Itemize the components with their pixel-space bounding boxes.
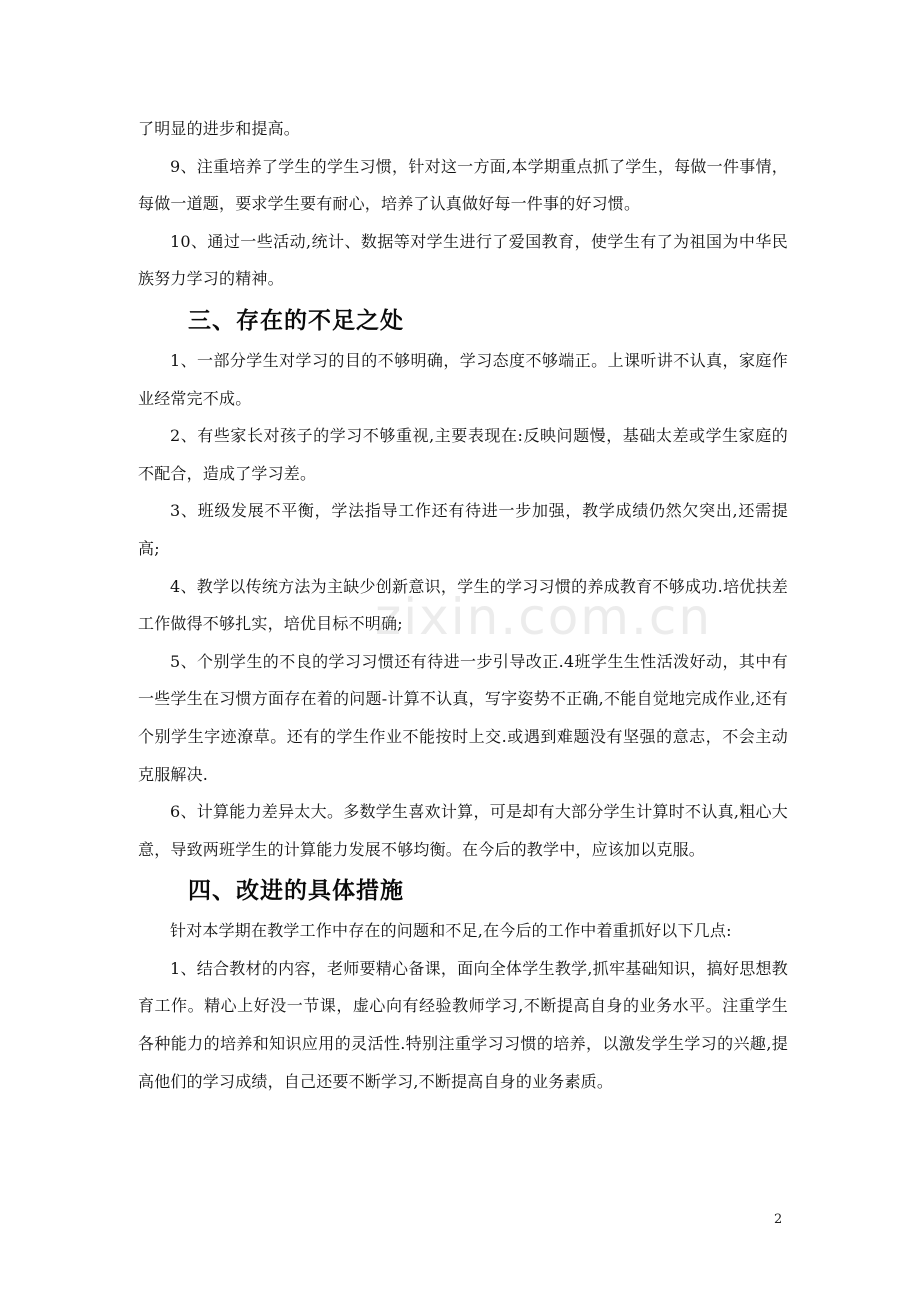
paragraph: 针对本学期在教学工作中存在的问题和不足,在今后的工作中着重抓好以下几点: <box>170 921 732 941</box>
paragraph: 1、结合教材的内容，老师要精心备课，面向全体学生教学,抓牢基础知识，搞好思想教育工作。精心上好没一节课，虚心向有经验教师学习,不断提高自身的业务水平。注重学生各种能力的培养和知识应用的灵活性.特别注重学习习惯的培养，以激发学生学习的兴趣,提高他们的学习成绩，自己还要不断学习,不断提高自身的业务素质。 <box>138 958 788 1091</box>
paragraph: 3、班级发展不平衡，学法指导工作还有待进一步加强，教学成绩仍然欠突出,还需提高; <box>138 501 788 558</box>
watermark: zixin.com.cn <box>375 588 713 646</box>
paragraph: 了明显的进步和提高。 <box>138 119 301 138</box>
paragraph: 9、注重培养了学生的学生习惯，针对这一方面,本学期重点抓了学生，每做一件事情，每做一道题，要求学生要有耐心，培养了认真做好每一件事的好习惯。 <box>138 156 788 214</box>
paragraph: 6、计算能力差异太大。多数学生喜欢计算，可是却有大部分学生计算时不认真,粗心大意，导致两班学生的计算能力发展不够均衡。在今后的教学中，应该加以克服。 <box>138 802 788 859</box>
section-heading: 三、存在的不足之处 <box>188 307 404 334</box>
paragraph: 1、一部分学生对学习的目的不够明确，学习态度不够端正。上课听讲不认真，家庭作业经常完不成。 <box>138 350 788 408</box>
paragraph: 5、个别学生的不良的学习习惯还有待进一步引导改正.4班学生生性活泼好动，其中有一些学生在习惯方面存在着的问题-计算不认真，写字姿势不正确,不能自觉地完成作业,还有个别学生字迹潦草。还有的学生作业不能按时上交.或遇到难题没有坚强的意志，不会主动克服解决. <box>138 651 788 784</box>
paragraph: 10、通过一些活动,统计、数据等对学生进行了爱国教育，使学生有了为祖国为中华民族努力学习的精神。 <box>138 231 788 289</box>
paragraph: 4、教学以传统方法为主缺少创新意识，学生的学习习惯的养成教育不够成功.培优扶差工作做得不够扎实，培优目标不明确; <box>138 576 788 634</box>
paragraph: 2、有些家长对孩子的学习不够重视,主要表现在:反映问题慢，基础太差或学生家庭的不配合，造成了学习差。 <box>138 426 788 483</box>
section-heading: 四、改进的具体措施 <box>188 878 404 905</box>
page-number: 2 <box>774 1212 783 1227</box>
document-body <box>138 110 788 1100</box>
